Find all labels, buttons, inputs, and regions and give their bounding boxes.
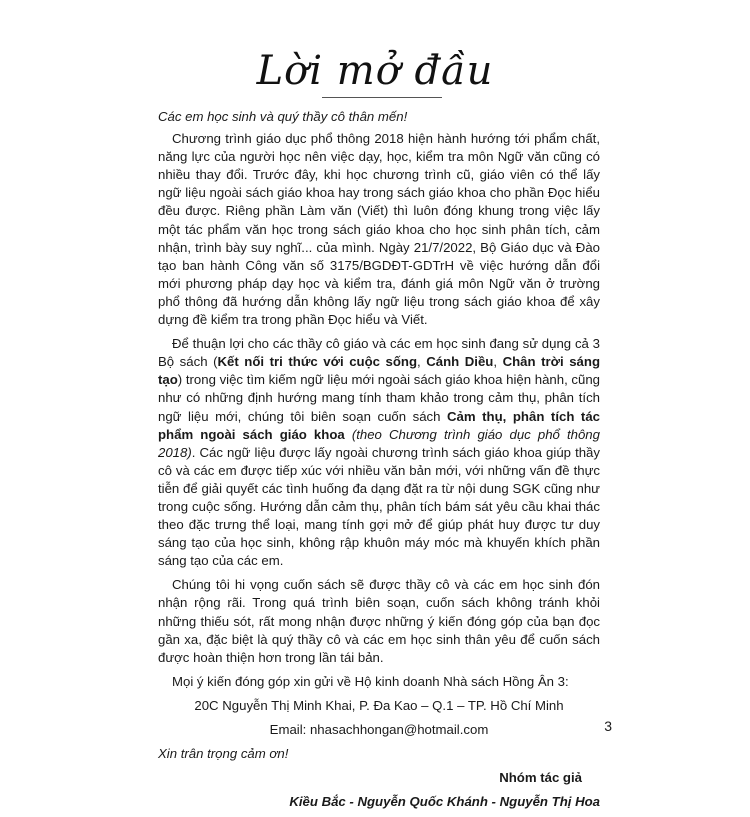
author-names: Kiều Bắc - Nguyễn Quốc Khánh - Nguyễn Thị Hoa — [289, 794, 600, 810]
email-line: Email: nhasachhongan@hotmail.com — [269, 722, 489, 737]
paragraph-3: Chúng tôi hi vọng cuốn sách sẽ được thầy cô và các em học sinh đón nhận rộng rãi. Trong quá trình biên soạn, cuốn sách không tránh khỏi những thiếu sót, rất mong nhận được những ý kiến đóng góp của bạn đọc gần xa, đặc biệt là quý thầy cô và các em học sinh thân yêu để cuốn sách được hoàn thiện hơn trong lần tái bản. — [158, 577, 600, 665]
p2-text-e: , — [493, 354, 503, 370]
thanks-line: Xin trân trọng cảm ơn! — [158, 746, 289, 762]
book-series-kntt: Kết nối tri thức với cuộc sống — [217, 354, 418, 370]
paragraph-2 — [158, 335, 600, 570]
book-title: Cảm thụ, phân tích tác phẩm ngoài sách giáo khoa — [158, 408, 600, 442]
book-series-ctst: Chân trời sáng tạo — [158, 354, 600, 388]
title-underline — [322, 97, 442, 98]
signature-label: Nhóm tác giả — [499, 770, 582, 786]
book-subtitle: (theo Chương trình giáo dục phổ thông 2018) — [158, 426, 600, 460]
page-body — [158, 108, 600, 817]
book-series-canh-dieu: Cánh Diều — [426, 354, 494, 370]
paragraph-4: Mọi ý kiến đóng góp xin gửi về Hộ kinh doanh Nhà sách Hồng Ân 3: — [172, 673, 569, 689]
p2-text-a: Để thuận lợi cho các thầy cô giáo và các em học sinh đang sử dụng cả 3 Bộ sách ( — [158, 336, 600, 370]
p2-text-c: , — [417, 354, 427, 370]
greeting-line: Các em học sinh và quý thầy cô thân mến! — [158, 109, 408, 124]
p2-text-i — [345, 427, 352, 442]
page-number: 3 — [604, 718, 612, 734]
page-title: Lời mở đầu — [256, 48, 494, 94]
paragraph-1: Chương trình giáo dục phổ thông 2018 hiện hành hướng tới phẩm chất, năng lực của người học nên việc dạy, học, kiểm tra môn Ngữ văn cũng có nhiều thay đổi. Trước đây, khi học chương trình cũ, giáo viên có thể lấy ngữ liệu ngoài sách giáo khoa hay trong sách giáo khoa cho phần Đọc hiểu đều được. Riêng phần Làm văn (Viết) thì luôn đóng khung trong việc lấy một tác phẩm văn học trong sách giáo khoa cho học sinh phân tích, cảm nhận, trình bày suy nghĩ... của mình. Ngày 21/7/2022, Bộ Giáo dục và Đào tạo ban hành Công văn số 3175/BGDĐT-GDTrH về việc hướng dẫn đổi mới phương pháp dạy học và kiểm tra, đánh giá môn Ngữ văn ở trường phổ thông đã hướng dẫn không lấy ngữ liệu trong sách giáo khoa để xây dựng đề kiểm tra trong phần Đọc hiểu và Viết. — [158, 131, 600, 328]
p2-text-g: ) trong việc tìm kiếm ngữ liệu mới ngoài sách giáo khoa hiện hành, cũng như có những định hướng mang tính tham khảo trong cảm thụ, phân tích ngữ liệu mới, chúng tôi biên soạn cuốn sách — [158, 372, 600, 424]
p2-text-k: . Các ngữ liệu được lấy ngoài chương trình sách giáo khoa giúp thầy cô và các em được tiếp xúc với nhiều văn bản mới, với những vấn đề thực tiễn để giải quyết các tình huống đa dạng đặt ra từ nội dung SGK cũng như trong cuộc sống. Hướng dẫn cảm thụ, phân tích bám sát yêu cầu khai thác theo đặc trưng thể loại, mang tính gợi mở để giúp phát huy được tư duy sáng tạo của học sinh, không rập khuôn máy móc mà khuyến khích phần sáng tạo của các em. — [158, 444, 600, 569]
author-names-line — [158, 793, 600, 811]
address-line: 20C Nguyễn Thị Minh Khai, P. Đa Kao – Q.1 – TP. Hồ Chí Minh — [194, 697, 564, 713]
signature-block — [158, 769, 600, 787]
